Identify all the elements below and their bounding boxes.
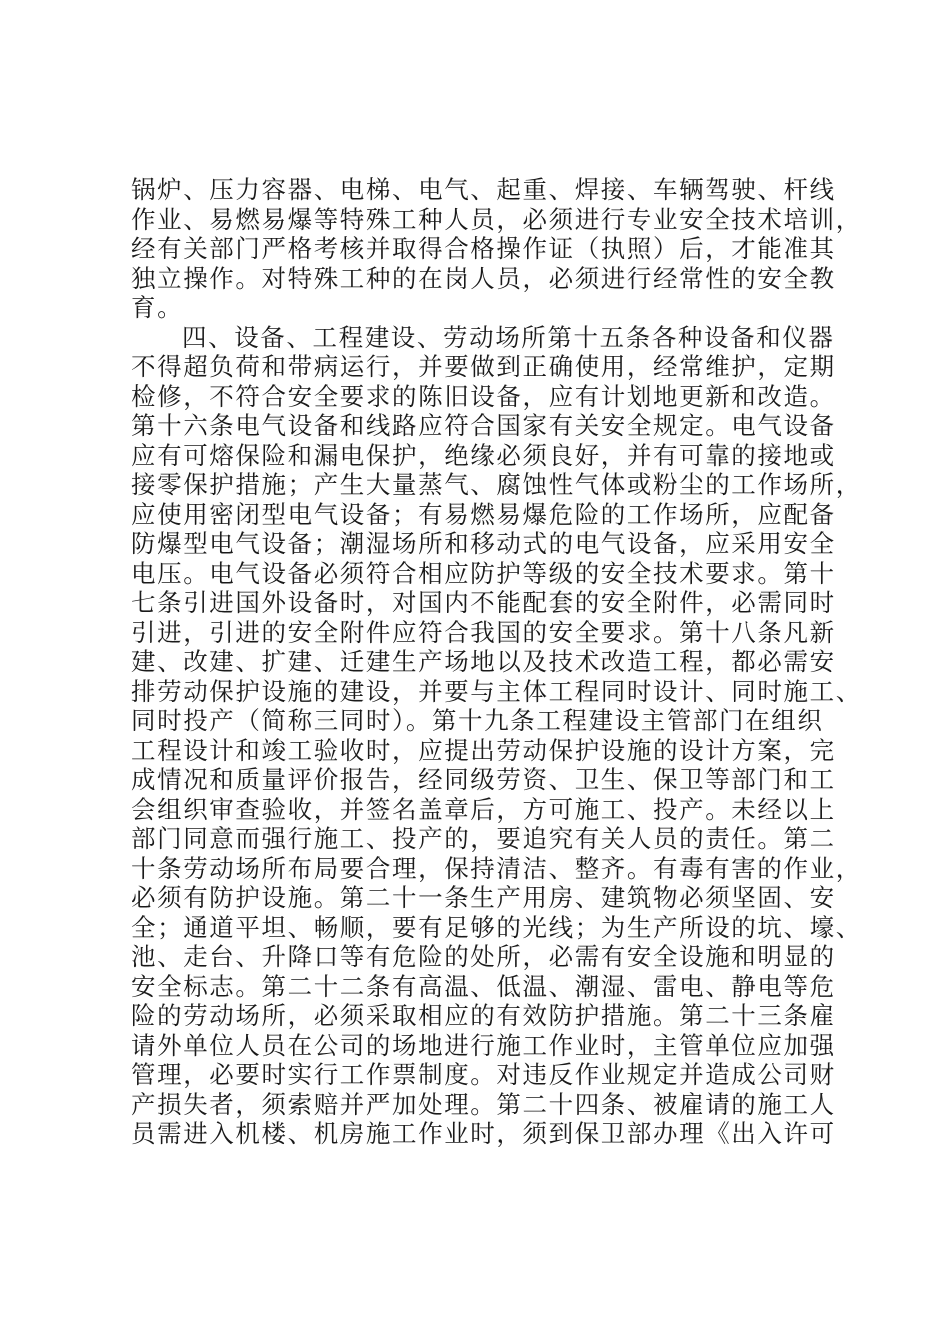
text-line: 工程设计和竣工验收时，应提出劳动保护设施的设计方案，完 [131,735,836,765]
text-line: 排劳动保护设施的建设，并要与主体工程同时设计、同时施工、 [131,676,862,706]
text-line: 管理，必要时实行工作票制度。对违反作业规定并造成公司财 [131,1060,836,1089]
text-line: 池、走台、升降口等有危险的处所，必需有安全设施和明显的 [131,942,836,971]
text-line: 防爆型电气设备；潮湿场所和移动式的电气设备，应采用安全 [131,529,836,558]
section-heading-line: 四、设备、工程建设、劳动场所第十五条各种设备和仪器 [182,322,835,352]
text-line: 接零保护措施；产生大量蒸气、腐蚀性气体或粉尘的工作场所， [131,470,862,499]
text-line: 请外单位人员在公司的场地进行施工作业时，主管单位应加强 [131,1030,836,1060]
text-line: 经有关部门严格考核并取得合格操作证（执照）后，才能准其 [131,234,836,263]
text-line: 引进，引进的安全附件应符合我国的安全要求。第十八条凡新 [131,617,836,647]
text-line: 产损失者，须索赔并严加处理。第二十四条、被雇请的施工人 [131,1089,836,1119]
text-line: 应有可熔保险和漏电保护，绝缘必须良好，并有可靠的接地或 [131,440,836,470]
text-line: 全；通道平坦、畅顺，要有足够的光线；为生产所设的坑、壕、 [131,912,862,942]
text-line: 十条劳动场所布局要合理，保持清洁、整齐。有毒有害的作业， [131,853,862,883]
text-line: 作业、易燃易爆等特殊工种人员，必须进行专业安全技术培训， [131,204,862,234]
text-line: 建、改建、扩建、迁建生产场地以及技术改造工程，都必需安 [131,647,836,676]
text-line: 部门同意而强行施工、投产的，要追究有关人员的责任。第二 [131,824,836,853]
text-line: 独立操作。对特殊工种的在岗人员，必须进行经常性的安全教 [131,263,836,293]
text-line: 员需进入机楼、机房施工作业时，须到保卫部办理《出入许可 [131,1119,836,1148]
text-line: 险的劳动场所，必须采取相应的有效防护措施。第二十三条雇 [131,1001,836,1030]
text-line: 电压。电气设备必须符合相应防护等级的安全技术要求。第十 [131,558,836,588]
text-line: 检修，不符合安全要求的陈旧设备，应有计划地更新和改造。 [131,381,836,411]
text-line: 必须有防护设施。第二十一条生产用房、建筑物必须坚固、安 [131,883,836,912]
text-line: 锅炉、压力容器、电梯、电气、起重、焊接、车辆驾驶、杆线 [131,175,836,204]
document-body [131,175,862,1149]
text-line: 育。 [131,293,184,322]
text-line: 安全标志。第二十二条有高温、低温、潮湿、雷电、静电等危 [131,971,836,1001]
text-line: 第十六条电气设备和线路应符合国家有关安全规定。电气设备 [131,411,836,440]
text-line: 七条引进国外设备时，对国内不能配套的安全附件，必需同时 [131,588,836,617]
text-line: 同时投产（简称三同时）。第十九条工程建设主管部门在组织 [131,706,824,735]
text-line: 不得超负荷和带病运行，并要做到正确使用，经常维护，定期 [131,352,836,381]
text-line: 应使用密闭型电气设备；有易燃易爆危险的工作场所，应配备 [131,499,836,529]
text-line: 会组织审查验收，并签名盖章后，方可施工、投产。未经以上 [131,794,836,824]
text-line: 成情况和质量评价报告，经同级劳资、卫生、保卫等部门和工 [131,765,836,794]
